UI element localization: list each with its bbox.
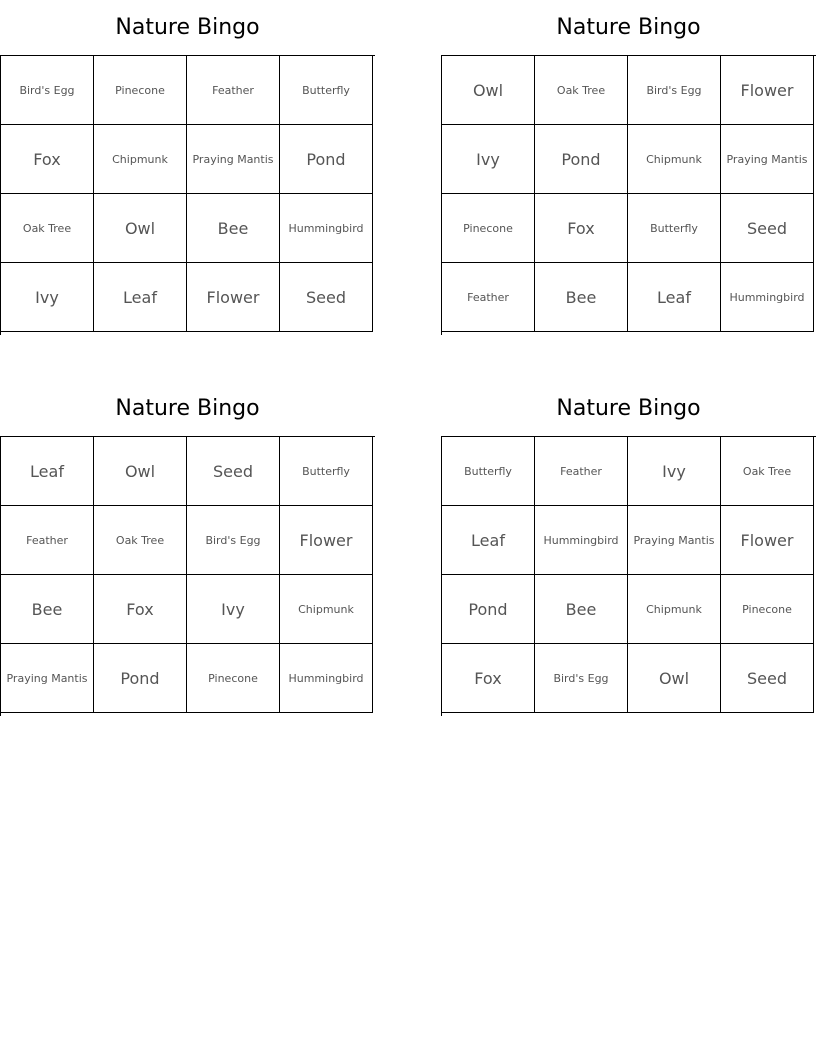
bingo-cell: Ivy bbox=[187, 575, 280, 644]
bingo-cell: Hummingbird bbox=[280, 194, 373, 263]
bingo-cell: Pond bbox=[535, 125, 628, 194]
bingo-cell: Feather bbox=[535, 437, 628, 506]
bingo-cell: Feather bbox=[442, 263, 535, 332]
bingo-cell: Praying Mantis bbox=[721, 125, 814, 194]
card-title: Nature Bingo bbox=[556, 15, 701, 40]
bingo-cell: Bee bbox=[1, 575, 94, 644]
bingo-cell: Seed bbox=[187, 437, 280, 506]
bingo-grid bbox=[441, 55, 816, 335]
bingo-cell: Chipmunk bbox=[280, 575, 373, 644]
bingo-cell: Pond bbox=[442, 575, 535, 644]
bingo-cell: Owl bbox=[442, 56, 535, 125]
bingo-cell: Praying Mantis bbox=[187, 125, 280, 194]
bingo-cell: Fox bbox=[442, 644, 535, 713]
bingo-cell: Butterfly bbox=[628, 194, 721, 263]
bingo-cell: Bee bbox=[187, 194, 280, 263]
bingo-card bbox=[0, 393, 375, 688]
bingo-cell: Pond bbox=[94, 644, 187, 713]
bingo-cell: Fox bbox=[1, 125, 94, 194]
bingo-cell: Ivy bbox=[628, 437, 721, 506]
bingo-card bbox=[0, 12, 375, 307]
bingo-cell: Butterfly bbox=[280, 437, 373, 506]
bingo-cell: Bird's Egg bbox=[628, 56, 721, 125]
bingo-cell: Chipmunk bbox=[628, 125, 721, 194]
bingo-cell: Leaf bbox=[442, 506, 535, 575]
bingo-cell: Owl bbox=[628, 644, 721, 713]
bingo-cell: Leaf bbox=[628, 263, 721, 332]
bingo-card bbox=[441, 393, 816, 688]
bingo-cell: Butterfly bbox=[280, 56, 373, 125]
bingo-cell: Pinecone bbox=[94, 56, 187, 125]
bingo-cell: Pond bbox=[280, 125, 373, 194]
bingo-cell: Chipmunk bbox=[94, 125, 187, 194]
bingo-cell: Bird's Egg bbox=[1, 56, 94, 125]
bingo-cell: Hummingbird bbox=[535, 506, 628, 575]
bingo-card bbox=[441, 12, 816, 307]
bingo-grid bbox=[0, 55, 375, 335]
bingo-cell: Fox bbox=[94, 575, 187, 644]
bingo-cell: Owl bbox=[94, 194, 187, 263]
bingo-cell: Praying Mantis bbox=[1, 644, 94, 713]
bingo-cell: Leaf bbox=[1, 437, 94, 506]
bingo-cell: Bird's Egg bbox=[535, 644, 628, 713]
bingo-cell: Leaf bbox=[94, 263, 187, 332]
bingo-cell: Fox bbox=[535, 194, 628, 263]
bingo-cell: Owl bbox=[94, 437, 187, 506]
bingo-cell: Bee bbox=[535, 575, 628, 644]
bingo-cell: Oak Tree bbox=[535, 56, 628, 125]
bingo-cell: Pinecone bbox=[442, 194, 535, 263]
bingo-cell: Chipmunk bbox=[628, 575, 721, 644]
bingo-cell: Seed bbox=[280, 263, 373, 332]
bingo-cell: Feather bbox=[1, 506, 94, 575]
bingo-cell: Oak Tree bbox=[1, 194, 94, 263]
bingo-grid bbox=[0, 436, 375, 716]
bingo-cell: Oak Tree bbox=[94, 506, 187, 575]
card-title: Nature Bingo bbox=[115, 396, 260, 421]
card-title: Nature Bingo bbox=[115, 15, 260, 40]
bingo-cell: Bird's Egg bbox=[187, 506, 280, 575]
bingo-cell: Pinecone bbox=[187, 644, 280, 713]
bingo-cell: Pinecone bbox=[721, 575, 814, 644]
bingo-cell: Hummingbird bbox=[721, 263, 814, 332]
bingo-cell: Butterfly bbox=[442, 437, 535, 506]
bingo-cell: Ivy bbox=[1, 263, 94, 332]
bingo-cell: Bee bbox=[535, 263, 628, 332]
bingo-cell: Hummingbird bbox=[280, 644, 373, 713]
bingo-grid bbox=[441, 436, 816, 716]
bingo-cell: Seed bbox=[721, 644, 814, 713]
card-title: Nature Bingo bbox=[556, 396, 701, 421]
bingo-cell: Flower bbox=[721, 506, 814, 575]
bingo-cell: Flower bbox=[187, 263, 280, 332]
bingo-cell: Feather bbox=[187, 56, 280, 125]
bingo-cell: Praying Mantis bbox=[628, 506, 721, 575]
bingo-cell: Seed bbox=[721, 194, 814, 263]
bingo-cell: Ivy bbox=[442, 125, 535, 194]
bingo-cell: Flower bbox=[280, 506, 373, 575]
bingo-cell: Oak Tree bbox=[721, 437, 814, 506]
bingo-cell: Flower bbox=[721, 56, 814, 125]
